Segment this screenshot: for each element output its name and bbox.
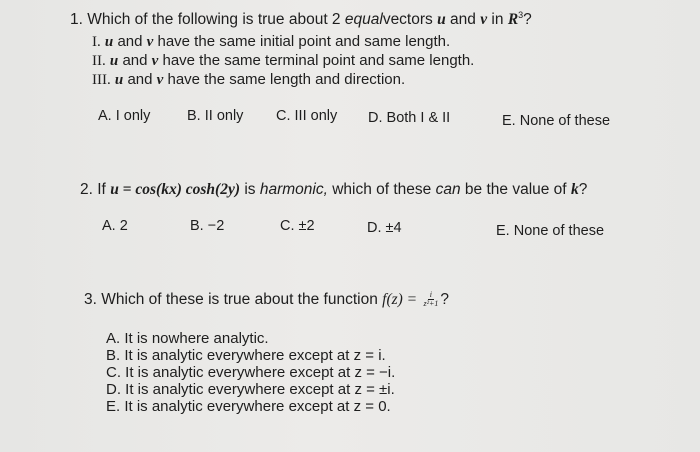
question-3-qmark: ? — [440, 291, 449, 308]
question-1-text: Which of the following is true about 2 — [87, 11, 341, 29]
question-1-number: 1. — [70, 11, 83, 29]
q1-option-a: A. I only — [98, 108, 151, 124]
question-2-harmonic: harmonic, — [259, 181, 328, 198]
and-word: and — [127, 71, 153, 88]
space-r: R — [507, 11, 519, 29]
vector-u: u — [109, 53, 119, 69]
variable-k: k — [570, 181, 579, 198]
fraction-numerator: i — [429, 290, 433, 300]
question-2-number: 2. — [80, 181, 93, 198]
statement-2 — [92, 52, 474, 70]
q2-option-d: D. ±4 — [367, 220, 402, 236]
q3-option-a: A. It is nowhere analytic. — [106, 330, 269, 347]
question-3-text: Which of these is true about the function — [101, 291, 378, 308]
question-3-function: f(z) = — [382, 291, 418, 308]
question-2-if: If — [97, 181, 106, 198]
vector-v: v — [480, 11, 488, 29]
vector-u: u — [104, 34, 114, 50]
question-2-expression: u = cos(kx) cosh(2y) — [110, 181, 240, 198]
question-3-number: 3. — [84, 291, 97, 308]
fraction-denominator: z²+1 — [423, 299, 439, 309]
and-word: and — [122, 52, 148, 69]
question-2-rest: be the value of — [464, 181, 567, 198]
statement-1 — [92, 33, 450, 51]
vector-u: u — [114, 72, 124, 88]
q1-option-e: E. None of these — [502, 113, 611, 129]
space-exponent: 3 — [518, 10, 524, 20]
statement-2-text: have the same terminal point and same length. — [162, 52, 475, 69]
statement-3 — [92, 71, 405, 89]
question-1-stem — [70, 10, 532, 29]
question-2-can: can — [435, 181, 461, 198]
statement-3-roman: III. — [92, 72, 111, 88]
question-1-qmark: ? — [523, 11, 532, 29]
statement-1-roman: I. — [92, 34, 101, 50]
question-2-qmark: ? — [578, 181, 588, 198]
in-word: in — [491, 11, 504, 29]
q1-option-b: B. II only — [187, 108, 244, 124]
statement-1-text: have the same initial point and same length. — [157, 33, 451, 50]
q2-option-c: C. ±2 — [280, 218, 315, 234]
vector-v: v — [156, 72, 164, 88]
and-word: and — [117, 33, 143, 50]
statement-3-text: have the same length and direction. — [167, 71, 406, 88]
q3-option-c: C. It is analytic everywhere except at z = −i. — [106, 364, 396, 381]
q3-option-b: B. It is analytic everywhere except at z = i. — [106, 347, 386, 364]
q3-option-d: D. It is analytic everywhere except at z = ±i. — [106, 381, 395, 398]
q2-option-a: A. 2 — [102, 218, 128, 234]
and-word: and — [450, 11, 476, 29]
q2-option-b: B. −2 — [190, 218, 225, 234]
vector-v: v — [151, 53, 159, 69]
question-3-fraction — [423, 291, 438, 308]
question-1-text-mid: vectors — [382, 11, 433, 29]
q3-option-e: E. It is analytic everywhere except at z = 0. — [106, 398, 391, 415]
q1-option-d: D. Both I & II — [368, 110, 451, 126]
q1-option-c: C. III only — [276, 108, 338, 124]
vector-v: v — [146, 34, 154, 50]
question-2-stem — [80, 181, 587, 199]
question-3-stem — [84, 291, 449, 309]
question-1-emphasis: equal — [344, 11, 383, 29]
statement-2-roman: II. — [92, 53, 106, 69]
q2-option-e: E. None of these — [496, 223, 605, 239]
question-2-is: is — [244, 181, 256, 198]
question-2-which: which of these — [332, 181, 432, 198]
vector-u: u — [437, 11, 446, 29]
